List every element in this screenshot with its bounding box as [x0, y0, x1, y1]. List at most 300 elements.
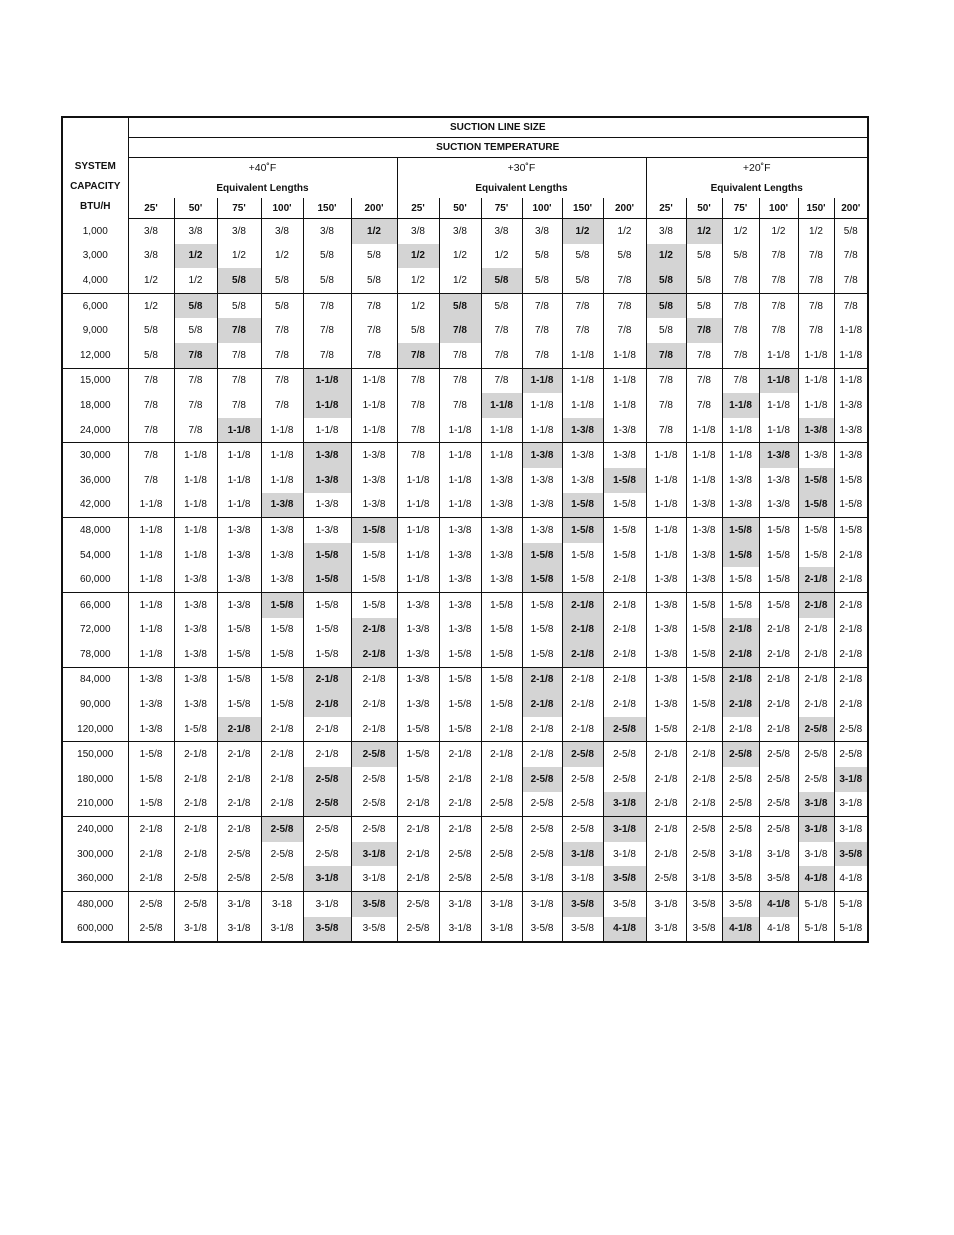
size-cell: 2-1/8 [174, 817, 217, 842]
size-cell: 1-3/8 [759, 443, 798, 468]
size-cell: 1-3/8 [439, 567, 481, 592]
size-cell: 2-1/8 [686, 717, 722, 742]
size-cell: 7/8 [522, 293, 562, 318]
size-cell: 7/8 [722, 343, 759, 368]
size-cell: 1-3/8 [128, 692, 174, 717]
size-cell: 1-3/8 [798, 443, 834, 468]
size-cell: 1-5/8 [686, 618, 722, 643]
table-row [62, 468, 868, 493]
size-cell: 2-5/8 [303, 817, 351, 842]
size-cell: 2-5/8 [481, 817, 522, 842]
size-cell: 1-5/8 [351, 543, 397, 568]
length-header-0-2: 75' [217, 198, 261, 219]
size-cell: 1-3/8 [351, 468, 397, 493]
size-cell: 1-3/8 [481, 493, 522, 518]
size-cell: 4-1/8 [759, 892, 798, 917]
size-cell: 5/8 [217, 293, 261, 318]
size-cell: 2-1/8 [686, 767, 722, 792]
size-cell: 2-5/8 [217, 866, 261, 891]
size-cell: 1-3/8 [686, 543, 722, 568]
size-cell: 1-5/8 [759, 543, 798, 568]
size-cell: 1-5/8 [439, 642, 481, 667]
capacity-cell: 150,000 [62, 742, 128, 767]
size-cell: 1-1/8 [603, 343, 646, 368]
size-cell: 5/8 [522, 268, 562, 293]
size-cell: 1-3/8 [174, 618, 217, 643]
size-cell: 1-5/8 [646, 717, 686, 742]
size-cell: 5/8 [646, 318, 686, 343]
size-cell: 2-1/8 [128, 817, 174, 842]
size-cell: 1-1/8 [439, 468, 481, 493]
size-cell: 5/8 [603, 244, 646, 269]
size-cell: 1-5/8 [722, 543, 759, 568]
size-cell: 3-1/8 [261, 917, 303, 943]
table-row [62, 917, 868, 943]
size-cell: 1-5/8 [839, 474, 863, 486]
size-cell: 2-1/8 [603, 692, 646, 717]
size-cell: 1-3/8 [481, 468, 522, 493]
size-cell: 3-5/8 [351, 917, 397, 943]
row-header-cell [62, 117, 128, 219]
capacity-cell: 12,000 [62, 343, 128, 368]
size-cell: 1-1/8 [439, 493, 481, 518]
size-cell: 1-5/8 [798, 518, 834, 543]
size-cell: 1-5/8 [522, 543, 562, 568]
size-cell: 2-1/8 [839, 674, 863, 686]
size-cell: 2-5/8 [562, 742, 603, 767]
size-cell: 1-3/8 [722, 493, 759, 518]
size-cell: 3-5/8 [562, 917, 603, 943]
size-cell: 3-1/8 [562, 866, 603, 891]
size-cell: 2-1/8 [261, 717, 303, 742]
size-cell: 1-5/8 [481, 618, 522, 643]
size-cell: 2-5/8 [397, 892, 439, 917]
capacity-cell: 84,000 [62, 667, 128, 692]
size-cell: 1-3/8 [397, 592, 439, 617]
size-cell: 1-3/8 [646, 692, 686, 717]
size-cell: 2-1/8 [759, 642, 798, 667]
size-cell: 1-3/8 [603, 443, 646, 468]
size-cell: 1-1/8 [686, 418, 722, 443]
length-header-0-3: 100' [261, 198, 303, 219]
size-cell: 3-5/8 [834, 842, 868, 867]
table-title: SUCTION LINE SIZE [128, 117, 868, 138]
size-cell: 1-3/8 [351, 443, 397, 468]
table-row [62, 592, 868, 617]
size-cell: 1-3/8 [174, 592, 217, 617]
size-cell: 7/8 [128, 418, 174, 443]
size-cell: 5/8 [128, 343, 174, 368]
size-cell: 7/8 [174, 368, 217, 393]
size-cell: 1-3/8 [759, 493, 798, 518]
size-cell: 2-1/8 [798, 692, 834, 717]
size-cell: 3-5/8 [686, 917, 722, 943]
size-cell: 7/8 [562, 293, 603, 318]
size-cell: 2-1/8 [562, 717, 603, 742]
size-cell: 1-5/8 [522, 567, 562, 592]
length-header-0-1: 50' [174, 198, 217, 219]
size-cell: 2-5/8 [686, 817, 722, 842]
size-cell: 2-1/8 [562, 667, 603, 692]
length-header-2-4: 150' [798, 198, 834, 219]
size-cell: 7/8 [174, 418, 217, 443]
size-cell: 1-1/8 [128, 567, 174, 592]
size-cell: 2-5/8 [481, 792, 522, 817]
table-row [62, 742, 868, 767]
size-cell: 1-3/8 [522, 518, 562, 543]
capacity-cell: 42,000 [62, 493, 128, 518]
length-header-2-2: 75' [722, 198, 759, 219]
size-cell: 2-1/8 [522, 667, 562, 692]
size-cell: 7/8 [128, 468, 174, 493]
size-cell: 2-1/8 [174, 842, 217, 867]
size-cell: 7/8 [798, 244, 834, 269]
size-cell: 1-1/8 [174, 493, 217, 518]
size-cell: 3-5/8 [351, 892, 397, 917]
size-cell: 2-1/8 [303, 667, 351, 692]
size-cell: 1-5/8 [798, 493, 834, 518]
size-cell: 1/2 [646, 244, 686, 269]
size-cell: 7/8 [834, 268, 868, 293]
size-cell: 7/8 [646, 393, 686, 418]
size-cell: 1/2 [351, 219, 397, 244]
size-cell: 1-5/8 [759, 592, 798, 617]
size-cell: 3-1/8 [522, 892, 562, 917]
size-cell: 1-3/8 [397, 618, 439, 643]
size-cell: 1-3/8 [397, 692, 439, 717]
size-cell: 7/8 [439, 318, 481, 343]
size-cell: 2-5/8 [686, 842, 722, 867]
size-cell: 1-1/8 [759, 393, 798, 418]
table-row [62, 767, 868, 792]
size-cell: 1-3/8 [439, 592, 481, 617]
size-cell: 5/8 [562, 244, 603, 269]
size-cell: 3-5/8 [562, 892, 603, 917]
size-cell: 1-1/8 [397, 493, 439, 518]
size-cell: 7/8 [686, 368, 722, 393]
size-cell: 5/8 [843, 225, 858, 237]
size-cell: 2-1/8 [798, 667, 834, 692]
size-cell: 3-5/8 [686, 892, 722, 917]
size-cell: 4-1/8 [834, 866, 868, 891]
size-cell: 2-5/8 [351, 742, 397, 767]
size-cell: 1-5/8 [303, 592, 351, 617]
size-cell: 3-5/8 [603, 866, 646, 891]
size-cell: 2-5/8 [834, 717, 868, 742]
size-cell: 1-3/8 [174, 692, 217, 717]
size-cell: 1-1/8 [128, 592, 174, 617]
size-cell: 2-1/8 [174, 767, 217, 792]
size-cell: 7/8 [481, 343, 522, 368]
size-cell: 2-1/8 [522, 717, 562, 742]
size-cell: 5/8 [261, 293, 303, 318]
size-cell: 7/8 [722, 268, 759, 293]
size-cell: 1-3/8 [397, 667, 439, 692]
size-cell: 2-5/8 [303, 842, 351, 867]
size-cell: 1-3/8 [351, 493, 397, 518]
length-header-1-0: 25' [397, 198, 439, 219]
size-cell: 7/8 [722, 293, 759, 318]
size-cell: 1-3/8 [646, 618, 686, 643]
size-cell: 2-1/8 [603, 592, 646, 617]
size-cell: 7/8 [481, 368, 522, 393]
size-cell: 1-5/8 [481, 592, 522, 617]
size-cell: 1-3/8 [646, 642, 686, 667]
size-cell: 1-5/8 [839, 524, 863, 536]
size-cell: 3-1/8 [562, 842, 603, 867]
size-cell: 1-1/8 [128, 618, 174, 643]
size-cell: 2-1/8 [397, 792, 439, 817]
size-cell: 1-5/8 [351, 518, 397, 543]
size-cell: 1-5/8 [261, 667, 303, 692]
length-header-1-5: 200' [603, 198, 646, 219]
size-cell: 2-5/8 [562, 767, 603, 792]
size-cell: 3/8 [261, 219, 303, 244]
size-cell: 1-3/8 [646, 567, 686, 592]
size-cell: 1-3/8 [522, 468, 562, 493]
size-cell: 2-5/8 [646, 866, 686, 891]
size-cell: 2-1/8 [351, 717, 397, 742]
size-cell: 2-5/8 [439, 866, 481, 891]
size-cell: 1-3/8 [522, 443, 562, 468]
size-cell: 1-3/8 [439, 543, 481, 568]
size-cell: 1-3/8 [722, 468, 759, 493]
size-cell: 3-1/8 [303, 866, 351, 891]
size-cell: 5/8 [686, 268, 722, 293]
size-cell: 1-5/8 [834, 493, 868, 518]
size-cell: 1-3/8 [261, 567, 303, 592]
size-cell: 2-5/8 [722, 742, 759, 767]
capacity-cell: 600,000 [62, 917, 128, 943]
size-cell: 3-1/8 [839, 824, 863, 836]
size-cell: 1-5/8 [798, 468, 834, 493]
size-cell: 1-3/8 [303, 468, 351, 493]
size-cell: 1-1/8 [603, 368, 646, 393]
size-cell: 2-1/8 [722, 667, 759, 692]
size-cell: 3-1/8 [603, 842, 646, 867]
size-cell: 1/2 [397, 268, 439, 293]
size-cell: 7/8 [759, 293, 798, 318]
size-cell: 1-5/8 [686, 642, 722, 667]
size-cell: 2-1/8 [646, 742, 686, 767]
size-cell: 1-5/8 [722, 567, 759, 592]
size-cell: 1-5/8 [397, 717, 439, 742]
size-cell: 3-5/8 [522, 917, 562, 943]
size-cell: 1-1/8 [481, 418, 522, 443]
size-cell: 1-1/8 [759, 368, 798, 393]
size-cell: 2-5/8 [261, 817, 303, 842]
size-cell: 7/8 [843, 300, 858, 312]
table-row [62, 642, 868, 667]
size-cell: 7/8 [603, 268, 646, 293]
size-cell: 3-1/8 [603, 817, 646, 842]
size-cell: 1-1/8 [798, 368, 834, 393]
size-cell: 1-3/8 [303, 518, 351, 543]
size-cell: 5/8 [722, 244, 759, 269]
size-cell: 1/2 [261, 244, 303, 269]
size-cell: 7/8 [397, 443, 439, 468]
capacity-cell: 300,000 [62, 842, 128, 867]
size-cell: 1-1/8 [351, 418, 397, 443]
size-cell: 7/8 [439, 393, 481, 418]
capacity-cell: 30,000 [62, 443, 128, 468]
size-cell: 1-1/8 [128, 543, 174, 568]
size-cell: 2-1/8 [397, 817, 439, 842]
size-cell: 2-1/8 [562, 642, 603, 667]
size-cell: 1-1/8 [397, 567, 439, 592]
table-row [62, 443, 868, 468]
size-cell: 1-3/8 [174, 667, 217, 692]
size-cell: 1-1/8 [722, 393, 759, 418]
size-cell: 1-1/8 [303, 393, 351, 418]
size-cell: 2-1/8 [603, 618, 646, 643]
capacity-cell: 66,000 [62, 592, 128, 617]
table-row [62, 667, 868, 692]
table-row [62, 493, 868, 518]
size-cell: 7/8 [722, 318, 759, 343]
size-cell: 7/8 [759, 244, 798, 269]
size-cell: 2-1/8 [261, 792, 303, 817]
size-cell: 7/8 [174, 343, 217, 368]
size-cell: 1-1/8 [646, 468, 686, 493]
size-cell: 1-5/8 [303, 567, 351, 592]
size-cell: 1-5/8 [603, 543, 646, 568]
row-header-line-1: SYSTEM [74, 160, 116, 172]
size-cell: 7/8 [351, 293, 397, 318]
length-header-2-1: 50' [686, 198, 722, 219]
table-row [62, 268, 868, 293]
size-cell: 5/8 [174, 293, 217, 318]
size-cell: 1-1/8 [798, 393, 834, 418]
group-sub-40: Equivalent Lengths [128, 178, 397, 198]
table-row [62, 567, 868, 592]
size-cell: 7/8 [128, 393, 174, 418]
size-cell: 7/8 [843, 250, 858, 262]
size-cell: 3-1/8 [834, 792, 868, 817]
size-cell: 5/8 [261, 268, 303, 293]
size-cell: 2-5/8 [759, 792, 798, 817]
size-cell: 2-1/8 [303, 717, 351, 742]
length-header-1-3: 100' [522, 198, 562, 219]
size-cell: 2-1/8 [522, 742, 562, 767]
size-cell: 1/2 [686, 219, 722, 244]
size-cell: 1-5/8 [261, 592, 303, 617]
size-cell: 5/8 [562, 268, 603, 293]
size-cell: 1-1/8 [481, 393, 522, 418]
size-cell: 3-1/8 [603, 792, 646, 817]
size-cell: 2-1/8 [397, 842, 439, 867]
size-cell: 1-3/8 [646, 667, 686, 692]
size-cell: 7/8 [439, 343, 481, 368]
size-cell: 1-5/8 [217, 667, 261, 692]
table-row [62, 368, 868, 393]
size-cell: 2-5/8 [217, 842, 261, 867]
size-cell: 5-1/8 [798, 892, 834, 917]
size-cell: 7/8 [261, 368, 303, 393]
size-cell: 3-1/8 [303, 892, 351, 917]
size-cell: 2-1/8 [439, 817, 481, 842]
size-cell: 2-1/8 [439, 742, 481, 767]
size-cell: 7/8 [722, 368, 759, 393]
size-cell: 1/2 [174, 244, 217, 269]
size-cell: 1-5/8 [603, 493, 646, 518]
size-cell: 1/2 [217, 244, 261, 269]
size-cell: 1-5/8 [686, 692, 722, 717]
size-cell: 2-1/8 [351, 618, 397, 643]
size-cell: 1-1/8 [603, 393, 646, 418]
size-cell: 5/8 [646, 293, 686, 318]
size-cell: 1-3/8 [217, 518, 261, 543]
capacity-cell: 6,000 [62, 293, 128, 318]
size-cell: 3-1/8 [439, 917, 481, 943]
size-cell: 2-5/8 [128, 917, 174, 943]
size-cell: 1-5/8 [562, 567, 603, 592]
size-cell: 3-1/8 [481, 917, 522, 943]
size-cell: 2-1/8 [481, 742, 522, 767]
capacity-cell: 36,000 [62, 468, 128, 493]
capacity-cell: 78,000 [62, 642, 128, 667]
size-cell: 1-5/8 [303, 642, 351, 667]
size-cell: 1-5/8 [522, 592, 562, 617]
size-cell: 7/8 [397, 418, 439, 443]
size-cell: 3/8 [128, 219, 174, 244]
size-cell: 5-1/8 [798, 917, 834, 943]
capacity-cell: 120,000 [62, 717, 128, 742]
size-cell: 1-5/8 [217, 642, 261, 667]
table-row [62, 792, 868, 817]
size-cell: 1-5/8 [217, 618, 261, 643]
suction-line-size-table [61, 116, 869, 943]
size-cell: 2-1/8 [128, 866, 174, 891]
size-cell: 2-5/8 [722, 767, 759, 792]
size-cell: 1-5/8 [261, 642, 303, 667]
table-row [62, 817, 868, 842]
size-cell: 2-1/8 [759, 692, 798, 717]
size-cell: 2-5/8 [759, 767, 798, 792]
size-cell: 3-1/8 [798, 792, 834, 817]
size-cell: 1-5/8 [686, 592, 722, 617]
size-cell: 1-5/8 [439, 692, 481, 717]
capacity-cell: 48,000 [62, 518, 128, 543]
size-cell: 7/8 [603, 318, 646, 343]
size-cell: 7/8 [562, 318, 603, 343]
size-cell: 1/2 [798, 219, 834, 244]
size-cell: 1-1/8 [562, 393, 603, 418]
size-cell: 5/8 [351, 244, 397, 269]
size-cell: 1-1/8 [481, 443, 522, 468]
size-cell: 1-1/8 [128, 642, 174, 667]
size-cell: 2-1/8 [351, 642, 397, 667]
table-row [62, 892, 868, 917]
size-cell: 7/8 [686, 343, 722, 368]
size-cell: 2-1/8 [759, 618, 798, 643]
size-cell: 7/8 [303, 293, 351, 318]
size-cell: 2-1/8 [798, 592, 834, 617]
size-cell: 1-1/8 [397, 543, 439, 568]
size-cell: 2-5/8 [562, 792, 603, 817]
size-cell: 1/2 [397, 293, 439, 318]
group-sub-30: Equivalent Lengths [397, 178, 646, 198]
size-cell: 1/2 [562, 219, 603, 244]
length-header-0-5: 200' [351, 198, 397, 219]
table-row [62, 866, 868, 891]
size-cell: 2-1/8 [686, 792, 722, 817]
size-cell: 2-5/8 [522, 842, 562, 867]
size-cell: 1-1/8 [722, 418, 759, 443]
size-cell: 7/8 [174, 393, 217, 418]
size-cell: 2-1/8 [217, 792, 261, 817]
size-cell: 1-3/8 [686, 567, 722, 592]
